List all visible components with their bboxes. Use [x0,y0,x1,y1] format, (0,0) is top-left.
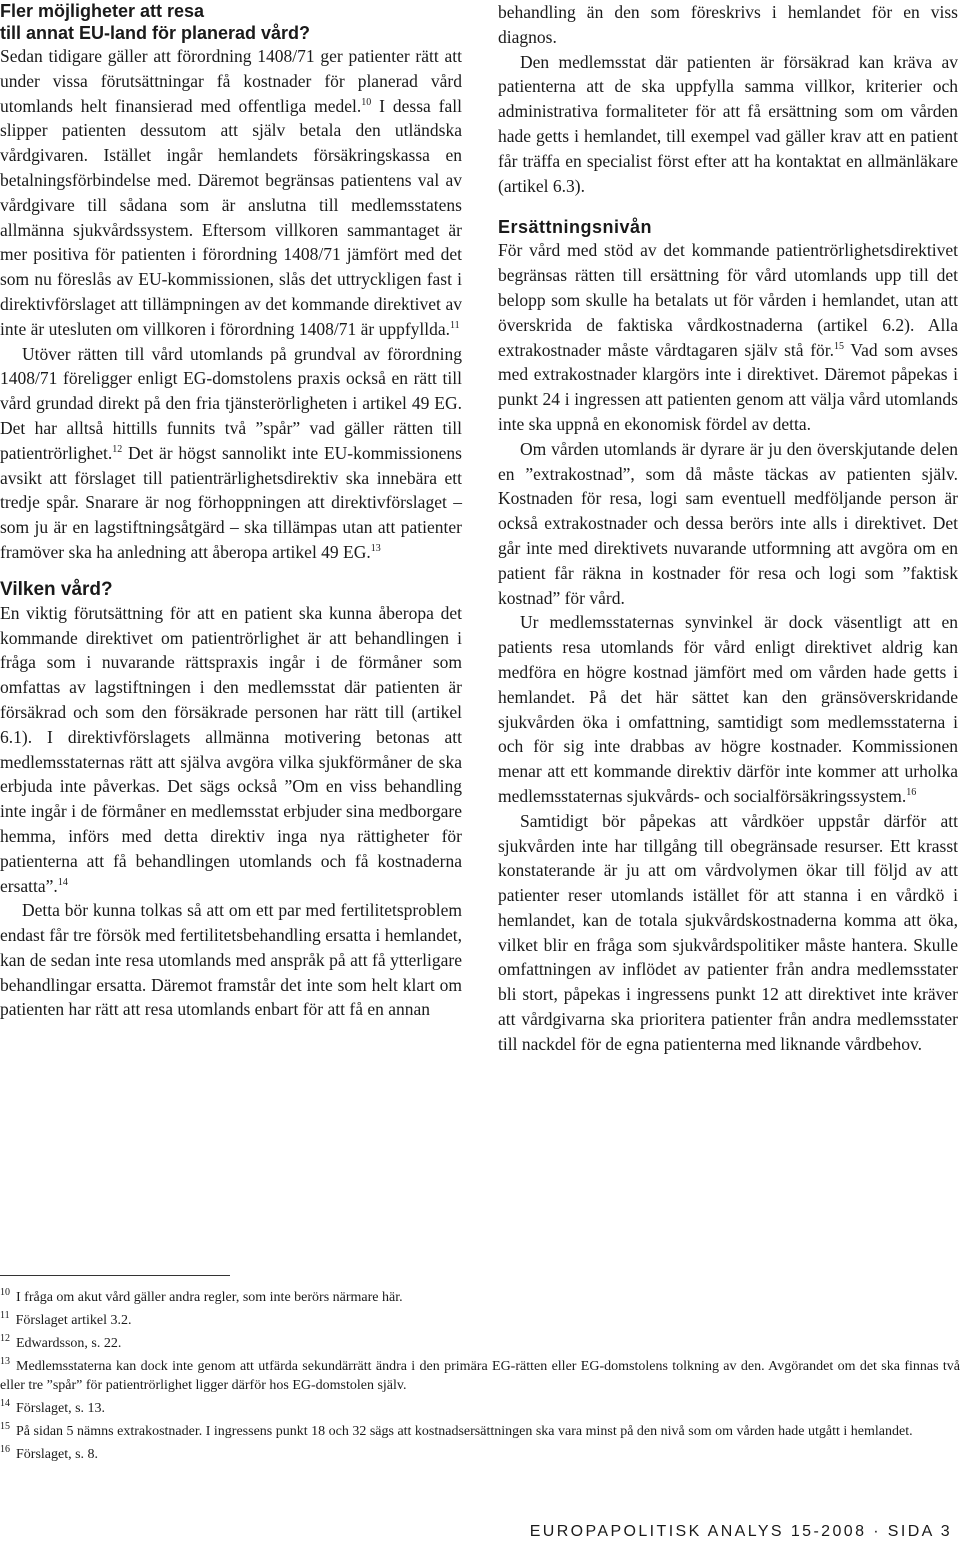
paragraph [0,601,462,899]
paragraph-text: Sedan tidigare gäller att förordning 1408/71 ger patienter rätt att under vissa förutsättningar få kostnader för planerad vård utomlands helt finansierad med offentliga medel. [0,46,462,116]
footnote-number: 15 [0,1421,10,1433]
section-heading: Fler möjligheter att resa till annat EU-land för planerad vård? [0,1,311,43]
paragraph-text: I dessa fall slipper patienten dessutom att själv betala den utländska vårdgivaren. Istället ingår hemlandets försäkringskassa en betalningsförbindelse med. Däremot begränsas patientens val av vårdgivare till sådana som är anslutna till medlemsstatens allmänna sjukvårdssystem. Eftersom villkoren sammantaget är mer positiva för patienten i förordning 1408/71 jämfört med det som nu föreslås av EU-kommissionen, slås det uttryckligen fast i direktivförslaget att tillämpningen av det kommande direktivet av inte är utesluten om villkoren i förordning 1408/71 är uppfyllda. [0,95,462,339]
paragraph: behandling än den som föreskrivs i hemlandet för en viss diagnos. [498,2,958,47]
footnote-text: Förslaget, s. 8. [16,1447,99,1462]
footnote-divider [0,1275,230,1276]
paragraph-text: Utöver rätten till vård utomlands på grundval av förordning 1408/71 föreligger enligt EG-domstolens praxis också en rätt till vård grundad direkt på den fria tjänsterörligheten i artikel 49 EG. Det har alltså hittills funnits två ”spår” vad gäller rätten till patientrörlighet. [0,343,462,463]
footnote-ref: 11 [450,319,460,331]
paragraph-text: Vad som avses med extrakostnader klargörs inte i direktivet. Däremot påpekas i punkt 24 i ingressen att patienten genom att välja vård utomlands inte ska uppnå en ekonomisk fördel av detta. [498,339,958,434]
footnotes [0,1288,960,1468]
paragraph-text: För vård med stöd av det kommande patientrörlighetsdirektivet begränsas rätten till ersättning för vård utomlands upp till det belopp som skulle ha betalats ut för vården i hemlandet, utan att överskrida de faktiska vårdkostnaderna (artikel 6.2). Alla extrakostnader måste vårdtagaren själv stå för. [498,240,958,360]
paragraph: Detta bör kunna tolkas så att om ett par med fertilitetsproblem endast får tre försök med fertilitetsbehandling ersatta i hemlandet, kan de sedan inte resa utomlands med anspråk på att få ytterligare behandlingar ersatta. Däremot framstår det inte som helt klart om patienten har rätt att resa utomlands enbart för att få en annan [0,900,462,1020]
page-footer: EUROPAPOLITISK ANALYS 15-2008 · SIDA 3 [529,1523,952,1540]
footnote-text: På sidan 5 nämns extrakostnader. I ingressens punkt 18 och 32 sägs att kostnadsersättningen ska vara minst på den nivå som om vården hade utgått i hemlandet. [16,1424,913,1439]
paragraph: Samtidigt bör påpekas att vårdköer uppstår därför att sjukvården inte har tillgång till obegränsade resurser. Ett krasst konstaterande är ju att om vårdvolymen ökar till följd av att patienter reser utomlands istället för att stanna i en vårdkö i hemlandet, kan de totala sjukvårdskostnaderna komma att öka, vilket blir en fråga som sjukvårdspolitiker måste hantera. Skulle omfattningen av inflödet av patienter från andra medlemsstater bli stort, påpekas i ingressens punkt 12 att direktivet inte kräver att vårdgivarna ska prioritera patienter från andra medlemsstater till nackdel för de egna patienterna med liknande vårdbehov. [498,810,958,1054]
paragraph [498,238,958,436]
section-heading: Ersättningsnivån [498,217,653,238]
paragraph [498,610,958,808]
paragraph: Den medlemsstat där patienten är försäkrad kan kräva av patienterna att de ska uppfylla samma villkor, kriterier och administrativa formaliteter för att få ersättning som om vården hade getts i hemlandet, till exempel vad gäller krav att en patient får träffa en specialist först efter att ha kontaktat en allmänläkare (artikel 6.3). [498,51,958,196]
footnote-ref: 13 [370,543,381,555]
footnote [0,1334,960,1353]
paragraph: Om vården utomlands är dyrare är ju den överskjutande delen en ”extrakostnad”, som då måste täckas av patienten själv. Kostnaden för resa, logi sam eventuell medföljande person är också extrakostnader och dessa berörs inte alls i direktivet. Det går inte med direktivets nuvarande utformning att avgöra om en patient får räkna in kostnader för resa och logi som ”faktisk kostnad” för vård. [498,438,958,608]
footnote-text: Edwardsson, s. 22. [16,1336,122,1351]
footnote-number: 11 [0,1310,10,1322]
footnote [0,1399,960,1418]
footnote-number: 12 [0,1333,10,1345]
footnote [0,1311,960,1330]
paragraph-text: En viktig förutsättning för att en patient ska kunna åberopa det kommande direktivet om patientrörlighet är att behandlingen i fråga som i nuvarande rättspraxis ingår i de förmåner som omfattas av lagstiftningen i den medlemsstat där patienten är försäkrad och som den försäkrade personen har rätt till (artikel 6.1). I direktivförslagets allmänna motivering betonas att medlemsstaternas rätt att själva avgöra vilka sjukförmåner de ska erbjuda inte påverkas. Det sägs också ”Om en viss behandling inte ingår i de förmåner en medlemsstat erbjuder sina medborgare hemma, införs med detta direktiv inga nya rättigheter för patienterna att få behandlingen utomlands och få kostnaderna ersatta”. [0,602,462,896]
right-column [498,0,958,1057]
footnote [0,1422,960,1441]
left-column [0,0,462,1022]
footnote-number: 14 [0,1398,10,1410]
footnote-ref: 14 [57,876,68,888]
footnote-number: 13 [0,1356,10,1368]
footnote-number: 10 [0,1287,10,1299]
footnote-ref: 10 [361,96,372,108]
footnote-text: Förslaget artikel 3.2. [15,1313,132,1328]
footnote-text: I fråga om akut vård gäller andra regler, som inte berörs närmare här. [16,1290,403,1305]
paragraph-text: Ur medlemsstaternas synvinkel är dock väsentligt att en patients resa utomlands för vård enligt direktivet aldrig kan medföra en högre kostnad jämfört med om vården hade getts i hemlandet. På det här sättet kan den gränsöverskridande sjukvården öka i omfattning, samtidigt som medlemsstaterna i och för sig inte drabbas av högre kostnader. Kommissionen menar att ett kommande direktiv därför inte kommer att urholka medlemsstaternas sjukvårds- och socialförsäkringssystem. [498,612,958,806]
paragraph-text: Det är högst sannolikt inte EU-kommissionens avsikt att förslaget till patienträrlighetsdirektiv ska innebära ett tredje spår. Snarare är nog förhoppningen att direktivförslaget – som ju är en lagstiftningsåtgärd – ska tillämpas utan att patienter framöver ska ha anledning att åberopa artikel 49 EG. [0,442,462,562]
footnote-ref: 16 [906,787,917,799]
footnote-text: Medlemsstaterna kan dock inte genom att utfärda sekundärrätt ändra i den primära EG-rätten eller EG-domstolens tolkning av den. Avgörandet om det ska finnas två eller tre ”spår” för patientrörlighet ligger därför hos EG-domstolen själv. [0,1359,960,1393]
section-heading: Vilken vård? [0,578,113,600]
footnote-text: Förslaget, s. 13. [16,1401,106,1416]
footnote [0,1445,960,1464]
footnote [0,1288,960,1307]
paragraph [0,44,462,342]
footnote [0,1357,960,1395]
footnote-number: 16 [0,1444,10,1456]
paragraph [0,342,462,565]
footnote-ref: 12 [112,443,123,455]
footnote-ref: 15 [834,340,845,352]
